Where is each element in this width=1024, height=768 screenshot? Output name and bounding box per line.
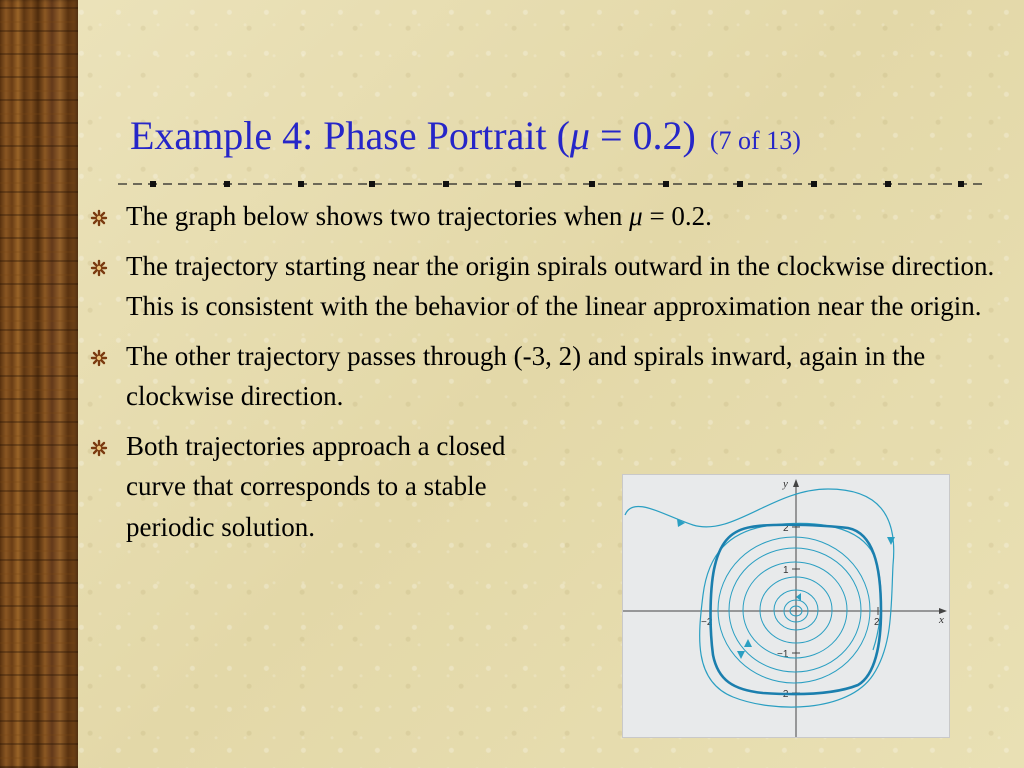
bullet-text-end: = 0.2.: [642, 201, 712, 231]
x-tick-label: 2: [874, 617, 880, 628]
y-tick-label: −1: [777, 649, 789, 660]
x-tick-label: −2: [701, 617, 713, 628]
bullet-item: [88, 246, 998, 327]
y-axis-label: y: [783, 478, 788, 490]
asterisk-bullet-icon: [90, 439, 108, 457]
title-mu-symbol: μ: [569, 113, 590, 158]
asterisk-bullet-icon: [90, 259, 108, 277]
outer-trajectory: [625, 489, 894, 707]
phase-portrait-svg: [623, 475, 949, 737]
bullet-item: [88, 426, 556, 548]
bullet-text: The trajectory starting near the origin spirals outward in the clockwise direction. This is consistent with the behavior of the linear approximation near the origin.: [126, 250, 995, 321]
title-divider: [118, 176, 988, 192]
title-prefix: Example 4: Phase Portrait (: [130, 113, 570, 158]
bullet-text: The other trajectory passes through (-3, 2) and spirals inward, again in the clockwise direction.: [126, 340, 926, 411]
asterisk-bullet-icon: [90, 349, 108, 367]
y-tick-label: 2: [783, 523, 789, 534]
bullet-item: [88, 196, 998, 237]
y-tick-label: 1: [783, 565, 789, 576]
mu-symbol: μ: [629, 201, 643, 231]
bullet-text: The graph below shows two trajectories when: [126, 201, 630, 231]
wood-border-strip: [0, 0, 78, 768]
tick-marks: [710, 527, 878, 693]
x-axis-label: x: [939, 614, 944, 626]
title-suffix: = 0.2): [589, 113, 696, 158]
slide-progress: (7 of 13): [709, 126, 801, 155]
inner-trajectory: [718, 537, 870, 683]
phase-portrait-graph: [622, 474, 950, 738]
bullet-text: Both trajectories approach a closed curve that corresponds to a stable periodic solution.: [126, 430, 506, 542]
bullet-item: [88, 336, 998, 417]
asterisk-bullet-icon: [90, 209, 108, 227]
y-axis-arrow: [793, 479, 799, 487]
slide-title: [130, 112, 801, 159]
y-tick-label: −2: [777, 689, 789, 700]
